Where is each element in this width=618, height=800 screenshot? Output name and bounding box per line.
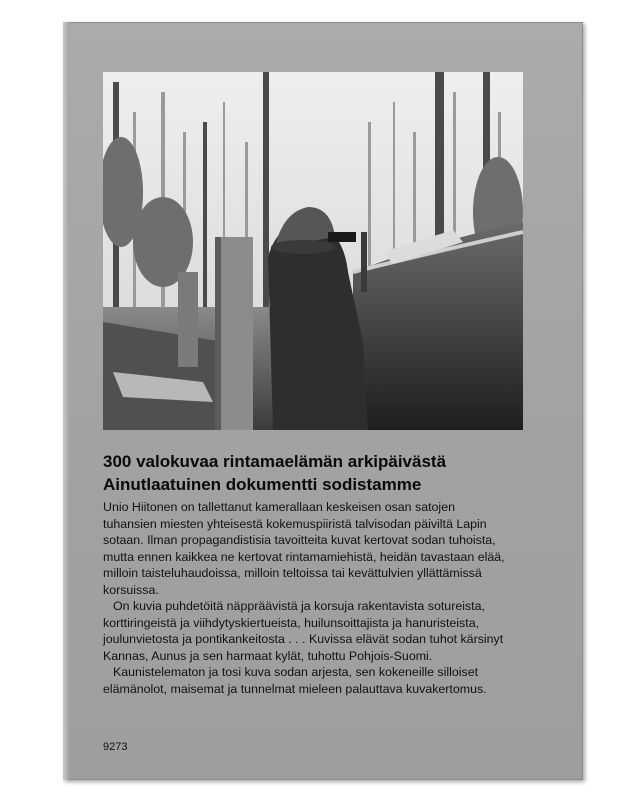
blurb-line: tuhansien miesten yhteisestä kokemuspiiristä talvisodan päiviltä Lapin xyxy=(103,516,487,531)
cover-photo-soldier-in-trench xyxy=(103,72,523,430)
blurb-line: korttiringeistä ja viihdytyskiertueista, huilunsoittajista ja hanuristeista, xyxy=(103,615,480,630)
headline-line-2: Ainutlaatuinen dokumentti sodistamme xyxy=(103,475,422,494)
blurb-line: Kaunistelematon ja tosi kuva sodan arjesta, sen kokeneille silloiset xyxy=(113,665,479,679)
back-cover-blurb xyxy=(103,499,573,697)
blurb-line: sotaan. Ilman propagandistisia tavoitteita kuvat kertovat sodan tuhoista, xyxy=(103,533,496,547)
blurb-line: Kannas, Aunus ja sen harmaat kylät, tuhottu Pohjois-Suomi. xyxy=(103,648,433,663)
blurb-line: joulunvietosta ja pontikankeitosta . . . Kuvissa elävät sodan tuhot kärsinyt xyxy=(103,632,504,646)
cover-fold-edge xyxy=(63,22,69,780)
blurb-line: korsuissa. xyxy=(103,582,159,597)
back-cover-headline xyxy=(103,450,563,496)
book-back-cover xyxy=(63,22,583,780)
blurb-line: milloin taisteluhaudoissa, milloin teltoissa tai kevättulvien yllättämissä xyxy=(103,566,482,580)
blurb-line: mutta ennen kaikkea ne kertovat rintamamiehistä, heidän tavastaan elää, xyxy=(103,549,505,564)
blurb-line: On kuvia puhdetöitä näppräävistä ja korsuja rakentavista sotureista, xyxy=(113,599,485,613)
blurb-line: elämänolot, maisemat ja tunnelmat mieleen palauttava kuvakertomus. xyxy=(103,681,487,696)
catalog-number: 9273 xyxy=(103,741,128,753)
headline-line-1: 300 valokuvaa rintamaelämän arkipäivästä xyxy=(103,452,447,471)
blurb-line: Unio Hiitonen on tallettanut kamerallaan keskeisen osan satojen xyxy=(103,500,455,514)
